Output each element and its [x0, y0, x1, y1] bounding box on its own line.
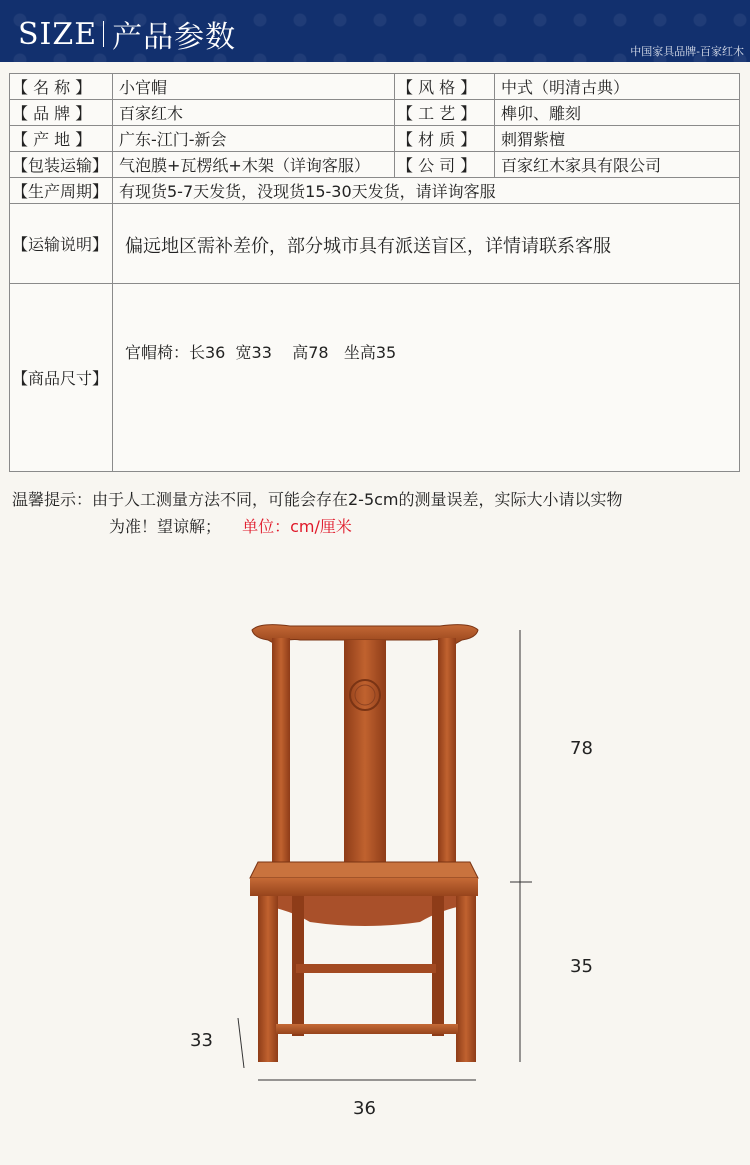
- production-label: 【生产周期】: [10, 178, 113, 204]
- seat: [250, 862, 478, 878]
- size-value: 官帽椅：长36 宽33 高78 坐高35: [113, 284, 740, 472]
- header-title-cn: 产品参数: [112, 20, 237, 55]
- spec-label: 【 公 司 】: [395, 152, 495, 178]
- height-total-label: 78: [570, 738, 593, 759]
- back-post-right: [438, 638, 456, 870]
- depth-label: 33: [190, 1030, 213, 1051]
- shipping-label: 【运输说明】: [10, 204, 113, 284]
- spec-label: 【 工 艺 】: [395, 100, 495, 126]
- spec-label: 【 材 质 】: [395, 126, 495, 152]
- side-stretcher: [296, 964, 436, 973]
- spec-label: 【 风 格 】: [395, 74, 495, 100]
- measurement-notice: [12, 486, 742, 540]
- page-header: [0, 0, 750, 62]
- spec-label: 【包装运输】: [10, 152, 113, 178]
- notice-line-1: 温馨提示：由于人工测量方法不同，可能会存在2-5cm的测量误差，实际大小请以实物: [12, 490, 623, 509]
- spec-row-size: [10, 284, 740, 472]
- header-divider: [103, 21, 104, 47]
- spec-label: 【 品 牌 】: [10, 100, 113, 126]
- front-leg-left: [258, 896, 278, 1062]
- spec-value: 榫卯、雕刻: [495, 100, 740, 126]
- spec-row-production: [10, 178, 740, 204]
- spec-value: 刺猬紫檀: [495, 126, 740, 152]
- chair-dimension-figure: [0, 600, 750, 1140]
- spec-table: [9, 73, 740, 472]
- spec-value: 小官帽: [113, 74, 395, 100]
- spec-value: 气泡膜+瓦楞纸+木架（详询客服）: [113, 152, 395, 178]
- header-brand-subtitle: 中国家具品牌-百家红木: [630, 45, 744, 58]
- spec-value: 百家红木家具有限公司: [495, 152, 740, 178]
- shipping-value: 偏远地区需补差价，部分城市具有派送盲区，详情请联系客服: [113, 204, 740, 284]
- front-leg-right: [456, 896, 476, 1062]
- spec-label: 【 名 称 】: [10, 74, 113, 100]
- back-post-left: [272, 638, 290, 870]
- spec-value: 百家红木: [113, 100, 395, 126]
- depth-dimension-line: [238, 1018, 244, 1068]
- chair-illustration: [0, 600, 750, 1140]
- notice-line-2: 为准！望谅解；: [109, 517, 222, 536]
- spec-label: 【 产 地 】: [10, 126, 113, 152]
- spec-row: [10, 126, 740, 152]
- notice-line-2-wrap: [12, 513, 742, 540]
- front-stretcher: [276, 1024, 458, 1034]
- header-title-en: SIZE: [18, 16, 98, 52]
- size-label: 【商品尺寸】: [10, 284, 113, 472]
- width-label: 36: [353, 1098, 376, 1119]
- seat-height-label: 35: [570, 956, 593, 977]
- spec-row-shipping: [10, 204, 740, 284]
- production-value: 有现货5-7天发货，没现货15-30天发货，请详询客服: [113, 178, 740, 204]
- spec-row: [10, 74, 740, 100]
- spec-value: 广东-江门-新会: [113, 126, 395, 152]
- spec-row: [10, 100, 740, 126]
- unit-label: 单位：cm/厘米: [242, 517, 352, 536]
- header-title: [18, 12, 236, 56]
- spec-value: 中式（明清古典）: [495, 74, 740, 100]
- spec-row: [10, 152, 740, 178]
- back-splat: [344, 640, 386, 865]
- seat-front: [250, 878, 478, 896]
